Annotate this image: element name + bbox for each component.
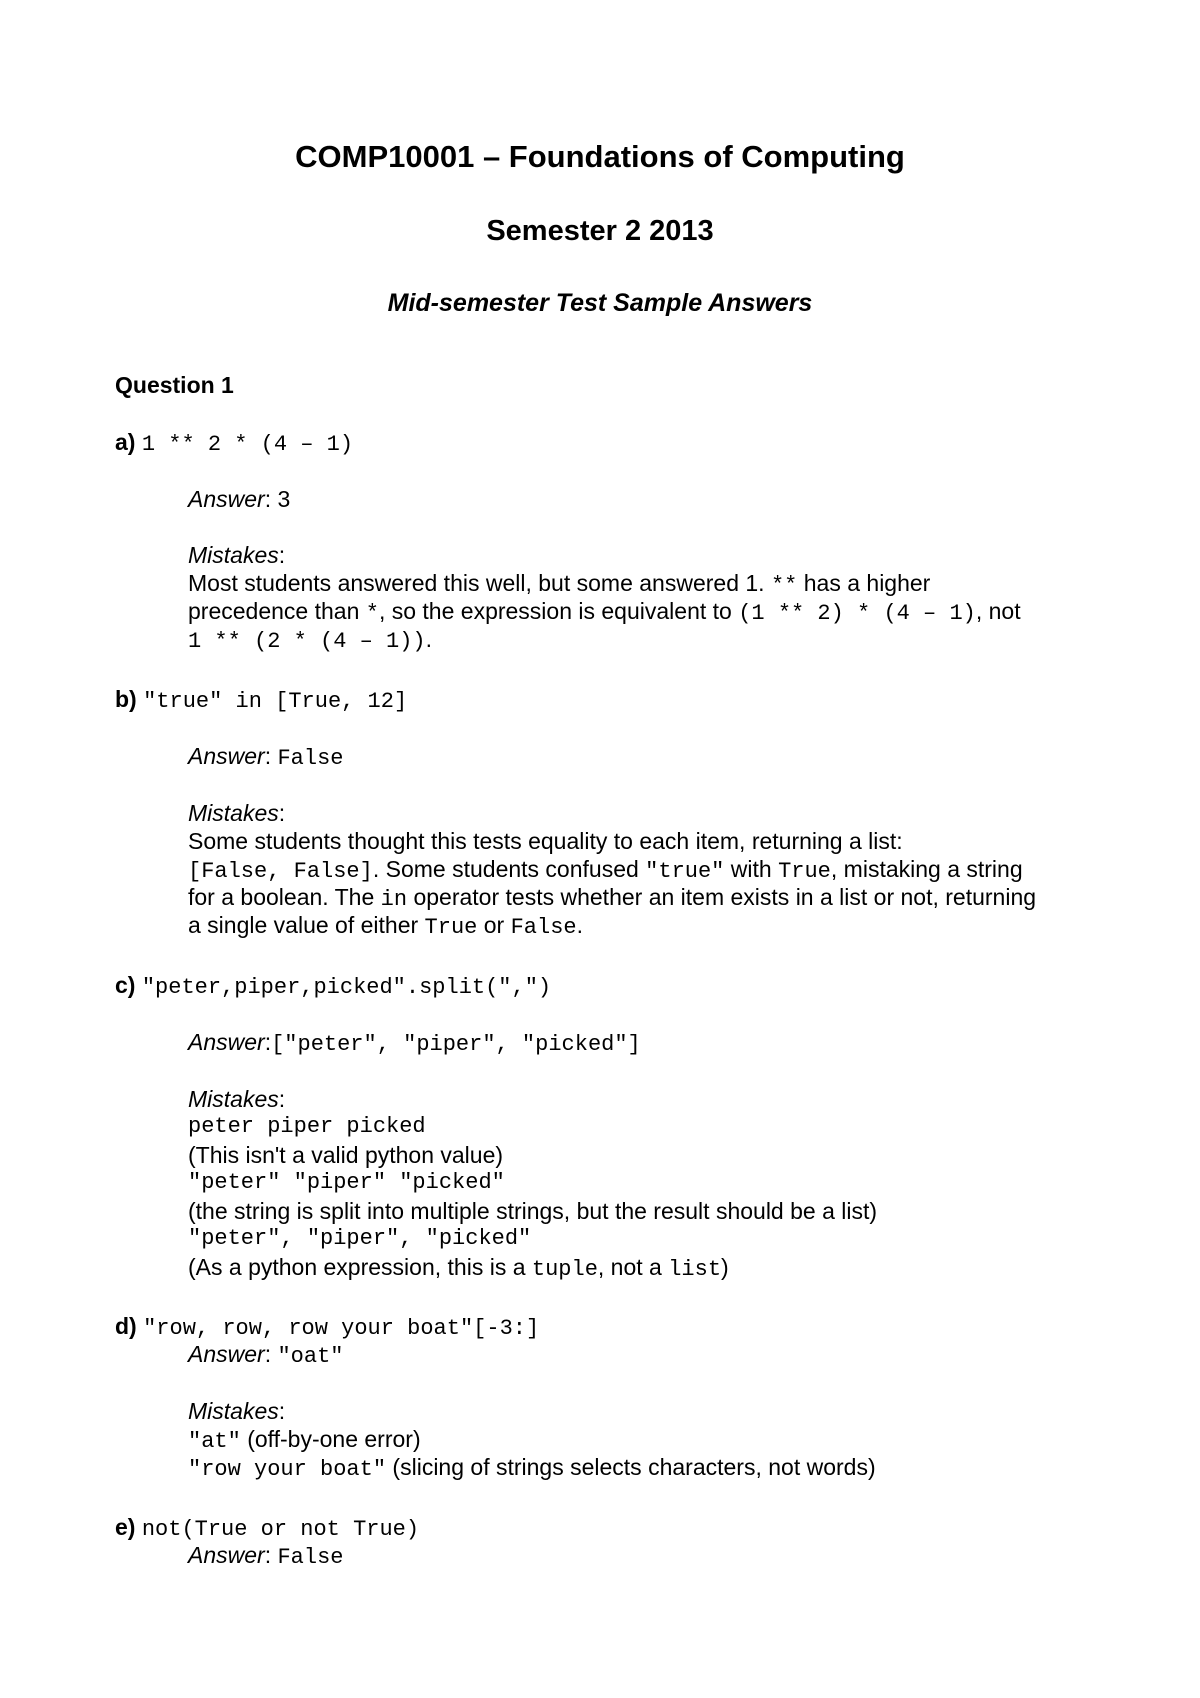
text: . Some students confused — [372, 856, 646, 882]
question-c-wrong-1: peter piper picked — [188, 1114, 426, 1139]
text: (slicing of strings selects characters, not words) — [386, 1454, 876, 1480]
answer-separator: : — [264, 486, 278, 512]
question-a-mistake-line-1 — [188, 569, 930, 600]
question-c-wrong-2-note: (the string is split into multiple strings, but the result should be a list) — [188, 1198, 878, 1224]
answer-value: False — [277, 746, 344, 771]
code: 1 ** (2 * (4 – 1)) — [188, 629, 426, 654]
answer-label: Answer — [188, 743, 265, 769]
text: . — [425, 626, 433, 652]
text: (off-by-one error) — [240, 1426, 421, 1452]
text: , not — [975, 598, 1021, 624]
question-c-wrong-1-note: (This isn't a valid python value) — [188, 1142, 504, 1168]
answer-separator: : — [264, 1341, 278, 1367]
answer-value: ["peter", "piper", "picked"] — [271, 1032, 641, 1057]
question-a-label: a) — [115, 429, 136, 455]
document-subtitle: Mid-semester Test Sample Answers — [387, 289, 813, 317]
question-d-mistakes-label — [188, 1397, 285, 1425]
question-b-expression: "true" in [True, 12] — [143, 689, 408, 714]
text: precedence than — [188, 598, 366, 624]
mistakes-label: Mistakes — [188, 1086, 279, 1112]
question-b-mistakes-label — [188, 799, 285, 827]
answer-value: False — [277, 1545, 344, 1570]
question-b-line — [115, 685, 407, 716]
semester-heading: Semester 2 2013 — [486, 215, 714, 247]
question-a-mistake-line-2 — [188, 597, 1021, 628]
code: "at" — [188, 1429, 241, 1454]
code: in — [380, 887, 408, 912]
question-1-heading: Question 1 — [115, 372, 234, 398]
text: ) — [721, 1254, 729, 1280]
question-c-wrong-2: "peter" "piper" "picked" — [188, 1170, 505, 1195]
text: or — [477, 912, 511, 938]
text: , mistaking a string — [830, 856, 1023, 882]
question-b-mistake-line-2 — [188, 855, 1023, 886]
question-c-label: c) — [115, 972, 136, 998]
text: , not a — [597, 1254, 669, 1280]
code: False — [510, 915, 577, 940]
colon: : — [278, 1398, 286, 1424]
code: (1 ** 2) * (4 – 1) — [738, 601, 976, 626]
question-b-answer — [188, 742, 344, 773]
mistakes-label: Mistakes — [188, 1398, 279, 1424]
question-e-answer — [188, 1541, 344, 1572]
answer-label: Answer — [188, 1029, 265, 1055]
mistakes-label: Mistakes — [188, 800, 279, 826]
colon: : — [278, 542, 286, 568]
document-title: COMP10001 – Foundations of Computing — [295, 139, 905, 174]
question-e-line — [115, 1513, 419, 1544]
answer-value: "oat" — [277, 1344, 344, 1369]
question-c-answer — [188, 1028, 641, 1059]
question-d-answer — [188, 1340, 344, 1371]
question-b-mistake-line-3 — [188, 883, 1036, 914]
question-e-label: e) — [115, 1514, 136, 1540]
text: , so the expression is equivalent to — [378, 598, 739, 624]
mistakes-label: Mistakes — [188, 542, 279, 568]
question-a-answer — [188, 485, 290, 513]
question-c-wrong-3-note — [188, 1253, 729, 1284]
text: . — [576, 912, 583, 938]
question-d-line — [115, 1312, 539, 1343]
question-b-mistake-line-1: Some students thought this tests equality to each item, returning a list: — [188, 828, 903, 854]
code: ** — [770, 573, 798, 598]
question-e-expression: not(True or not True) — [141, 1517, 420, 1542]
text: for a boolean. The — [188, 884, 381, 910]
text: with — [724, 856, 779, 882]
text: (As a python expression, this is a — [188, 1254, 532, 1280]
question-d-wrong-1 — [188, 1425, 421, 1456]
question-c-expression: "peter,piper,picked".split(",") — [141, 975, 552, 1000]
question-b-mistake-line-4 — [188, 911, 583, 942]
text: has a higher — [797, 570, 931, 596]
question-c-line — [115, 971, 551, 1002]
code: tuple — [531, 1257, 598, 1282]
question-a-mistakes-label — [188, 541, 285, 569]
code: * — [365, 601, 379, 626]
answer-label: Answer — [188, 1341, 265, 1367]
colon: : — [278, 800, 286, 826]
code: "row your boat" — [188, 1457, 387, 1482]
question-a-expression: 1 ** 2 * (4 – 1) — [141, 432, 354, 457]
code: True — [778, 859, 831, 884]
question-c-mistakes-label — [188, 1085, 285, 1113]
text: operator tests whether an item exists in a list or not, returning — [407, 884, 1037, 910]
question-c-wrong-3: "peter", "piper", "picked" — [188, 1226, 532, 1251]
answer-label: Answer — [188, 1542, 265, 1568]
answer-separator: : — [264, 1542, 278, 1568]
colon: : — [278, 1086, 286, 1112]
code: [False, False] — [188, 859, 373, 884]
text: a single value of either — [188, 912, 425, 938]
code: "true" — [645, 859, 725, 884]
question-b-label: b) — [115, 686, 137, 712]
question-d-label: d) — [115, 1313, 137, 1339]
text: Most students answered this well, but some answered 1. — [188, 570, 771, 596]
question-d-wrong-2 — [188, 1453, 876, 1484]
answer-label: Answer — [188, 486, 265, 512]
answer-separator: : — [264, 1029, 272, 1055]
question-a-mistake-line-3 — [188, 625, 432, 656]
answer-separator: : — [264, 743, 278, 769]
question-a-line — [115, 428, 353, 459]
question-d-expression: "row, row, row your boat"[-3:] — [143, 1316, 540, 1341]
code: True — [424, 915, 478, 940]
code: list — [668, 1257, 722, 1282]
answer-value: 3 — [277, 486, 291, 512]
